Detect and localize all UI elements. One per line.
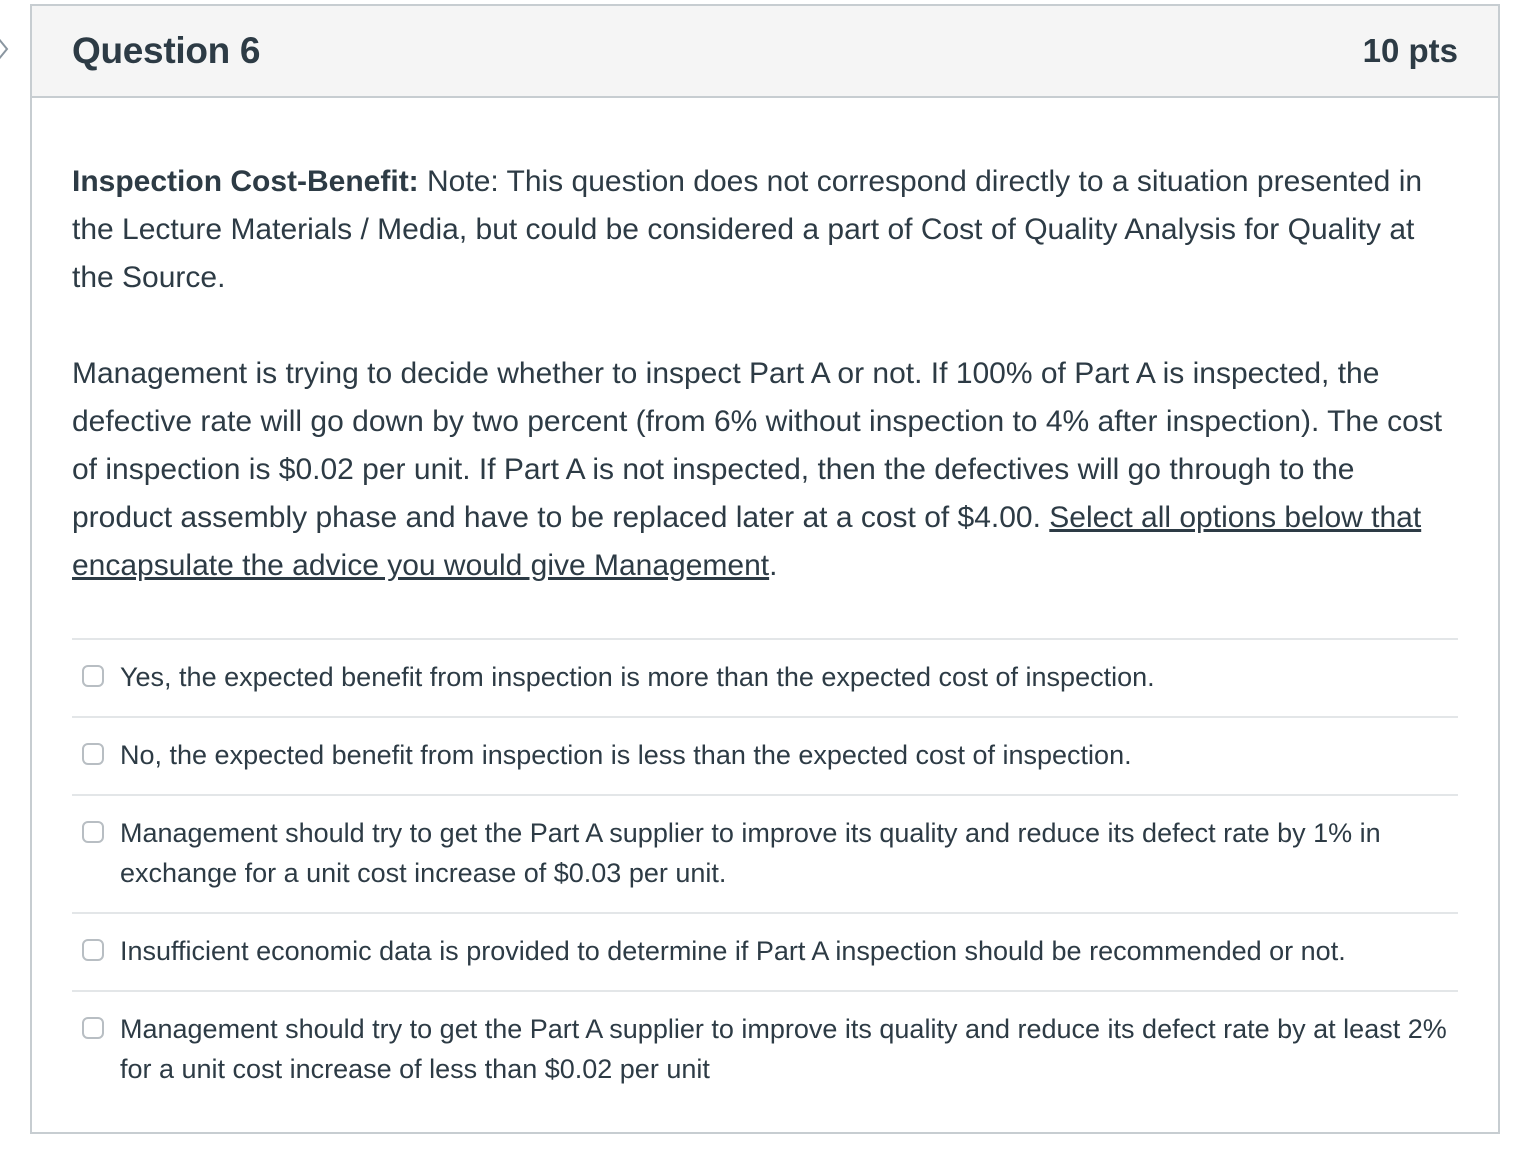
- checkbox-icon[interactable]: [82, 743, 104, 765]
- question-header: [32, 6, 1498, 98]
- answer-label: No, the expected benefit from inspection is less than the expected cost of inspection.: [120, 740, 1132, 770]
- question-card: [30, 4, 1500, 1134]
- scenario-text: Management is trying to decide whether to inspect Part A or not. If 100% of Part A is inspected, the defective rate will go down by two percent (from 6% without inspection to 4% after inspection). The cost of inspection is $0.02 per unit. If Part A is not inspected, then the defectives will go through to the product assembly phase and have to be replaced later at a cost of $4.00.: [72, 357, 1443, 534]
- question-scenario: [72, 350, 1458, 590]
- answer-option[interactable]: [72, 914, 1458, 992]
- answer-label: Management should try to get the Part A supplier to improve its quality and reduce its defect rate by 1% in exchange for a unit cost increase of $0.03 per unit.: [120, 818, 1381, 888]
- question-body: [32, 98, 1498, 1108]
- chevron-right-icon[interactable]: [0, 34, 10, 64]
- answer-option[interactable]: [72, 992, 1458, 1108]
- answer-label: Management should try to get the Part A supplier to improve its quality and reduce its defect rate by at least 2% for a unit cost increase of less than $0.02 per unit: [120, 1014, 1447, 1084]
- intro-text: Note: This question does not correspond directly to a situation presented in the Lecture Materials / Media, but could be considered a part of Cost of Quality Analysis for Quality at the Source.: [72, 165, 1423, 294]
- answer-option[interactable]: [72, 718, 1458, 796]
- question-points: 10 pts: [1362, 32, 1458, 69]
- checkbox-icon[interactable]: [82, 939, 104, 961]
- answer-option[interactable]: [72, 640, 1458, 718]
- checkbox-icon[interactable]: [82, 665, 104, 687]
- checkbox-icon[interactable]: [82, 821, 104, 843]
- answer-label: Insufficient economic data is provided to determine if Part A inspection should be recommended or not.: [120, 936, 1346, 966]
- intro-label: Inspection Cost-Benefit:: [72, 165, 419, 198]
- question-intro: [72, 158, 1458, 302]
- answer-label: Yes, the expected benefit from inspection is more than the expected cost of inspection.: [120, 662, 1155, 692]
- answer-option[interactable]: [72, 796, 1458, 914]
- instruction-end: .: [769, 549, 778, 582]
- instruction-text: Select all options below that encapsulate the advice you would give Management: [72, 501, 1422, 582]
- answer-list: [72, 638, 1458, 1108]
- question-title: Question 6: [72, 30, 261, 71]
- checkbox-icon[interactable]: [82, 1017, 104, 1039]
